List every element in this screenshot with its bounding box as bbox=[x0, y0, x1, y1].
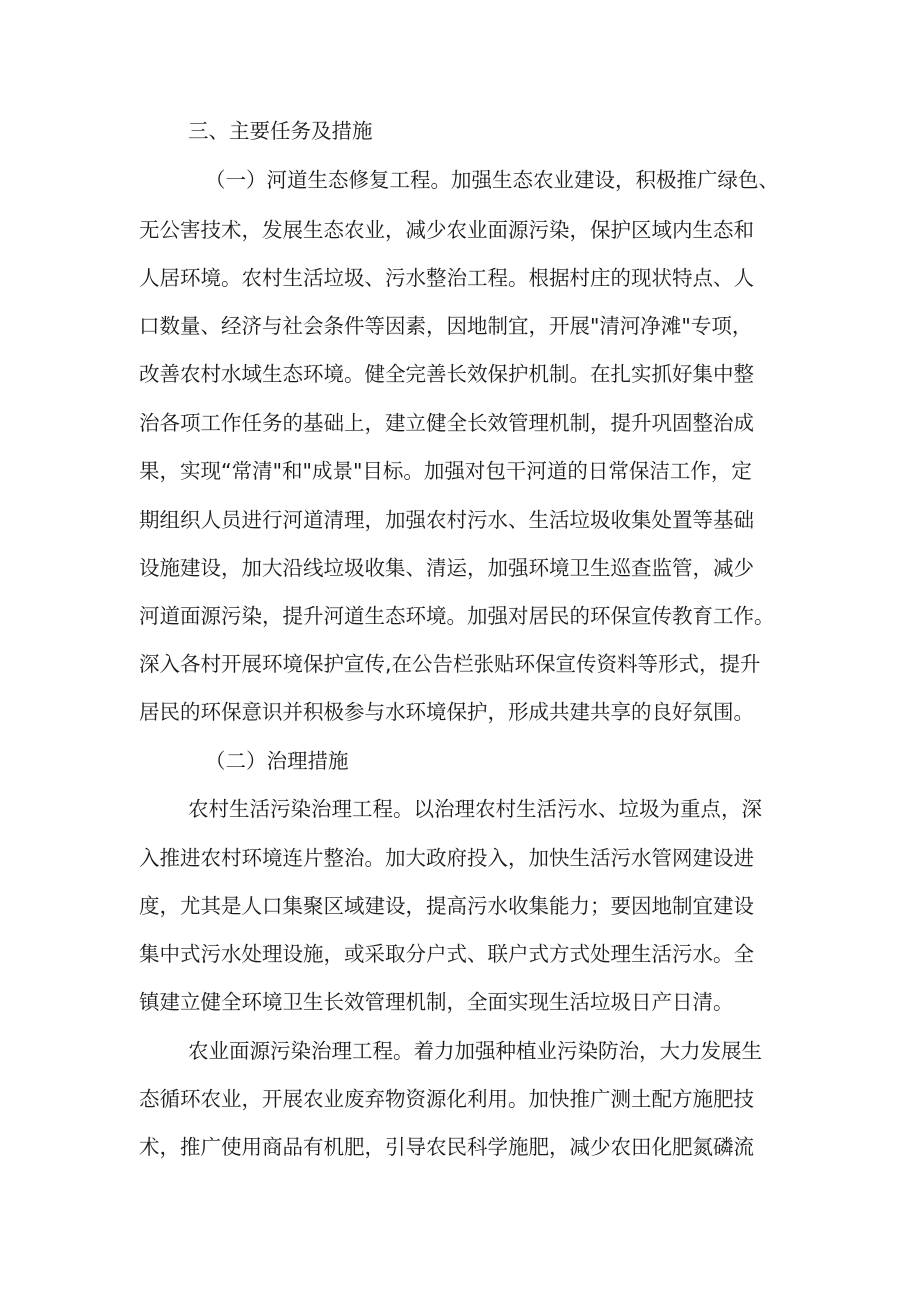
paragraph-line: 改善农村水域生态环境。健全完善长效保护机制。在扎实抓好集中整 bbox=[139, 362, 754, 386]
paragraph-line: 术，推广使用商品有机肥，引导农民科学施肥，减少农田化肥氮磷流 bbox=[139, 1135, 754, 1159]
paragraph-line: 口数量、经济与社会条件等因素，因地制宜，开展"清河净滩"专项， bbox=[139, 314, 753, 338]
paragraph-line: 度，尤其是人口集聚区域建设，提高污水收集能力；要因地制宜建设 bbox=[139, 894, 754, 918]
paragraph-line: 态循环农业，开展农业废弃物资源化利用。加快推广测土配方施肥技 bbox=[139, 1087, 754, 1111]
paragraph-line: 河道面源污染，提升河道生态环境。加强对居民的环保宣传教育工作。 bbox=[139, 604, 775, 628]
paragraph-line: 入推进农村环境连片整治。加大政府投入，加快生活污水管网建设进 bbox=[139, 846, 754, 870]
paragraph-line: 农村生活污染治理工程。以治理农村生活污水、垃圾为重点，深 bbox=[188, 797, 762, 821]
paragraph-line: 农业面源污染治理工程。着力加强种植业污染防治，大力发展生 bbox=[188, 1039, 762, 1063]
paragraph-line: 集中式污水处理设施，或采取分户式、联户式方式处理生活污水。全 bbox=[139, 942, 754, 966]
paragraph-line: 果，实现“常清"和"成景"目标。加强对包干河道的日常保洁工作，定 bbox=[139, 459, 752, 483]
paragraph-line: 无公害技术，发展生态农业，减少农业面源污染，保护区域内生态和 bbox=[139, 218, 754, 242]
paragraph-line: 居民的环保意识并积极参与水环境保护，形成共建共享的良好氛围。 bbox=[139, 700, 754, 724]
paragraph-line: 期组织人员进行河道清理，加强农村污水、生活垃圾收集处置等基础 bbox=[139, 508, 754, 532]
subsection-heading-2: （二）治理措施 bbox=[205, 749, 349, 773]
section-heading: 三、主要任务及措施 bbox=[188, 119, 373, 143]
paragraph-line: 治各项工作任务的基础上，建立健全长效管理机制，提升巩固整治成 bbox=[139, 411, 754, 435]
paragraph-line: 深入各村开展环境保护宣传,在公告栏张贴环保宣传资料等形式，提升 bbox=[139, 652, 761, 676]
subsection-heading-1: （一）河道生态修复工程。加强生态农业建设，积极推广绿色、 bbox=[205, 168, 779, 192]
paragraph-line: 设施建设，加大沿线垃圾收集、清运，加强环境卫生巡查监管，减少 bbox=[139, 556, 754, 580]
paragraph-line: 镇建立健全环境卫生长效管理机制，全面实现生活垃圾日产日清。 bbox=[139, 990, 734, 1014]
paragraph-line: 人居环境。农村生活垃圾、污水整治工程。根据村庄的现状特点、人 bbox=[139, 266, 754, 290]
